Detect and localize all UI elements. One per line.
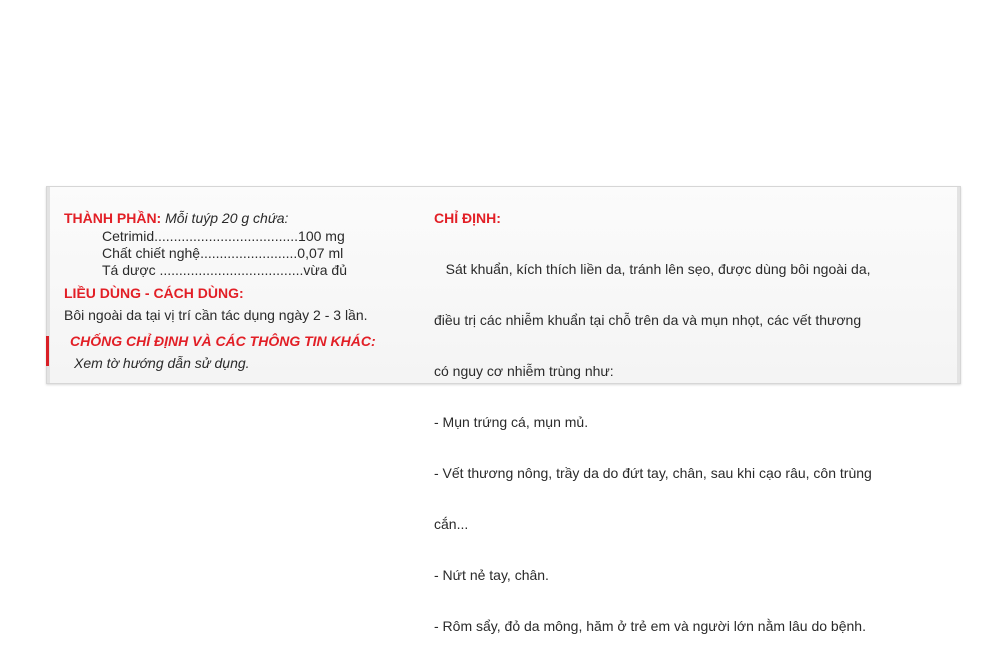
panel-right-edge	[957, 187, 960, 383]
indication-line: - Vết thương nông, trầy da do đứt tay, chân, sau khi cạo râu, côn trùng	[434, 465, 872, 481]
left-column	[64, 210, 424, 372]
indication-line: Sát khuẩn, kích thích liền da, tránh lên sẹo, được dùng bôi ngoài da,	[434, 261, 871, 277]
ingredient-row: Chất chiết nghệ.........................0,07 ml	[102, 245, 344, 261]
red-accent-strip	[46, 336, 49, 366]
indication-line: - Mụn trứng cá, mụn mủ.	[434, 414, 589, 430]
composition-subtitle: Mỗi tuýp 20 g chứa:	[165, 210, 289, 226]
indication-heading: CHỈ ĐỊNH:	[434, 210, 501, 226]
indication-line: điều trị các nhiễm khuẩn tại chỗ trên da và mụn nhọt, các vết thương	[434, 312, 862, 328]
usage-text: Bôi ngoài da tại vị trí cần tác dụng ngày 2 - 3 lần.	[64, 307, 368, 323]
right-column	[434, 210, 954, 669]
contraindication-text: Xem tờ hướng dẫn sử dụng.	[74, 355, 250, 371]
indication-line: có nguy cơ nhiễm trùng như:	[434, 363, 614, 379]
composition-header	[64, 210, 424, 227]
contraindication-heading: CHỐNG CHỈ ĐỊNH VÀ CÁC THÔNG TIN KHÁC:	[70, 333, 376, 349]
ingredient-row: Cetrimid.....................................100 mg	[102, 228, 345, 244]
indication-line: - Rôm sẩy, đỏ da mông, hăm ở trẻ em và người lớn nằm lâu do bệnh.	[434, 618, 866, 634]
usage-heading: LIỀU DÙNG - CÁCH DÙNG:	[64, 285, 244, 301]
composition-list	[64, 228, 424, 279]
indication-body	[434, 227, 954, 669]
ingredient-row: Tá dược .....................................vừa đủ	[102, 262, 347, 278]
indication-line: cắn...	[434, 516, 469, 532]
composition-heading: THÀNH PHẦN:	[64, 210, 162, 226]
indication-line: - Nứt nẻ tay, chân.	[434, 567, 549, 583]
